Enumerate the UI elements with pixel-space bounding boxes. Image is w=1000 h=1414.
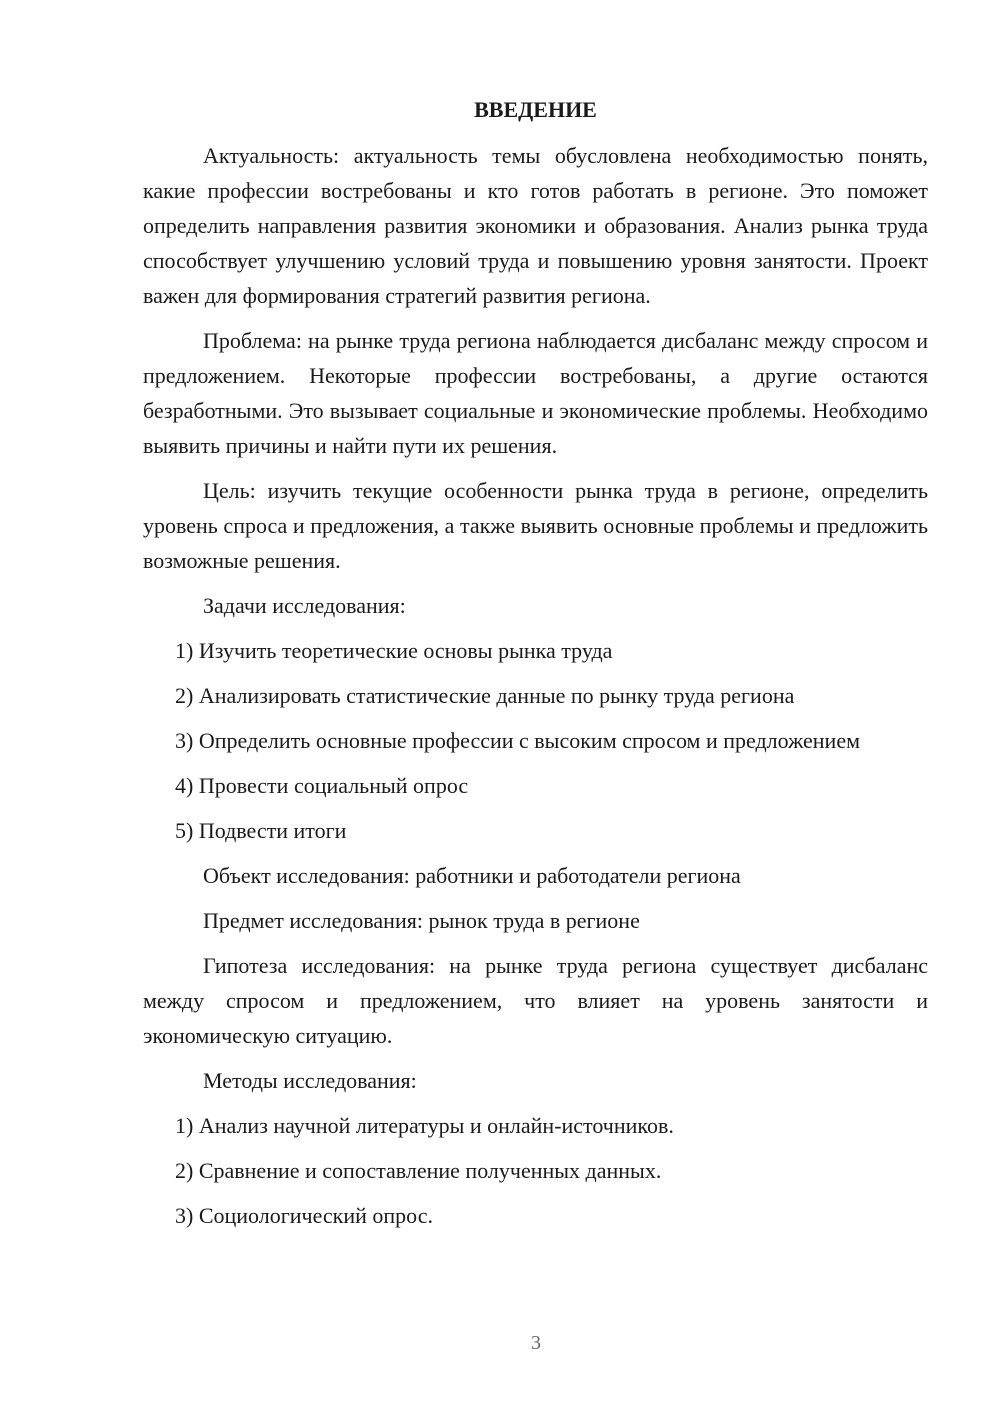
method-item: 3) Социологический опрос. bbox=[175, 1203, 433, 1228]
task-item: 2) Анализировать статистические данные по рынку труда региона bbox=[175, 683, 795, 708]
research-subject: Предмет исследования: рынок труда в регионе bbox=[203, 908, 640, 933]
method-item: 2) Сравнение и сопоставление полученных данных. bbox=[175, 1158, 662, 1183]
task-item: 1) Изучить теоретические основы рынка труда bbox=[175, 638, 613, 663]
page-number: 3 bbox=[531, 1332, 541, 1354]
task-item: 4) Провести социальный опрос bbox=[175, 773, 469, 798]
methods-heading: Методы исследования: bbox=[203, 1068, 417, 1093]
section-title: ВВЕДЕНИЕ bbox=[474, 97, 597, 122]
hypothesis-paragraph: Гипотеза исследования: на рынке труда региона существует дисбаланс между спросом и предложением, что влияет на уровень занятости и экономическую ситуацию. bbox=[143, 953, 928, 1048]
task-item: 3) Определить основные профессии с высоким спросом и предложением bbox=[175, 728, 861, 753]
task-item: 5) Подвести итоги bbox=[175, 818, 347, 843]
goal-paragraph: Цель: изучить текущие особенности рынка труда в регионе, определить уровень спроса и предложения, а также выявить основные проблемы и предложить возможные решения. bbox=[143, 478, 928, 573]
method-item: 1) Анализ научной литературы и онлайн-источников. bbox=[175, 1113, 674, 1138]
document-page bbox=[143, 92, 928, 1233]
research-object: Объект исследования: работники и работодатели региона bbox=[203, 863, 741, 888]
relevance-paragraph: Актуальность: актуальность темы обусловлена необходимостью понять, какие профессии востребованы и кто готов работать в регионе. Это поможет определить направления развития экономики и образования. Анализ рынка труда способствует улучшению условий труда и повышению уровня занятости. Проект важен для формирования стратегий развития региона. bbox=[143, 143, 928, 308]
tasks-heading: Задачи исследования: bbox=[203, 593, 406, 618]
problem-paragraph: Проблема: на рынке труда региона наблюдается дисбаланс между спросом и предложением. Некоторые профессии востребованы, а другие остаются безработными. Это вызывает социальные и экономические проблемы. Необходимо выявить причины и найти пути их решения. bbox=[143, 328, 928, 458]
